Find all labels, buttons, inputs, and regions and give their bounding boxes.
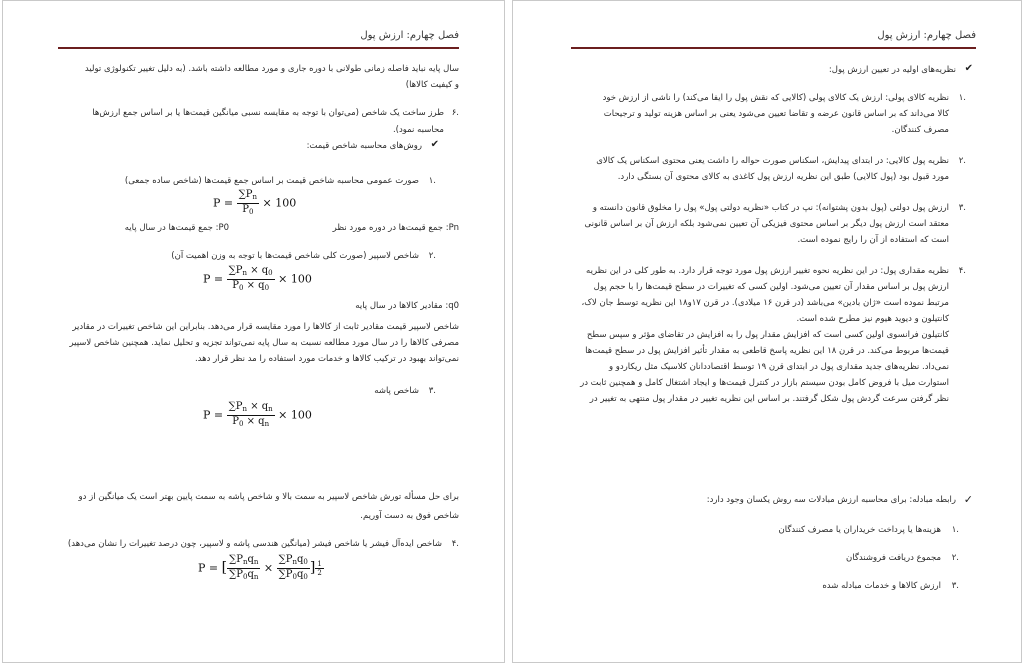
definition-pn [333, 223, 459, 234]
section-heading: نظریه‌های اولیه در تعیین ارزش پول: [828, 65, 956, 75]
formula-denominator: P [242, 204, 249, 215]
formula-numerator: ∑P [228, 401, 243, 412]
formula-fraction [237, 189, 259, 218]
formula-denominator: P [232, 416, 239, 427]
formula-lhs: P = [203, 272, 224, 286]
method-title: صورت عمومی محاسبه شاخص قیمت بر اساس جمع قیمت‌ها (شاخص ساده جمعی) [124, 176, 419, 186]
header-rule [58, 47, 459, 49]
list-item-line: مجموع دریافت فروشندگان [846, 553, 941, 563]
section-heading: روش‌های محاسبه شاخص قیمت: [306, 141, 422, 151]
list-item-line: ارزش پول بر اساس مقدار آن تعیین می‌شود. اولین کسی که تغییرات در سطح قیمت‌ها را با حجم پول [593, 282, 949, 292]
symbol-p0: P0: [215, 223, 229, 233]
left-page [2, 0, 505, 663]
formula-subscript: n [268, 405, 273, 413]
paragraph-line: نمی‌تواند بهبود در ترکیب کالاها و خدمات مورد استفاده را مد نظر قرار دهد. [194, 354, 459, 364]
formula-subscript: 0 [238, 420, 244, 428]
formula-multiplier: × 100 [262, 196, 297, 210]
list-item-line: ارزش کالاها و خدمات مبادله شده [822, 581, 941, 591]
paragraph-line: شاخص فوق به دست آوریم. [360, 511, 459, 521]
list-number: ۲. [951, 553, 959, 563]
formula-multiplier: × 100 [278, 272, 312, 286]
formula-subscript: n [242, 269, 248, 277]
list-item-line: کالا می‌داند که بر اساس قانون عرضه و تقاضا تعیین می‌شود یعنی بر اساس هزینه تولید و ترجیحات [603, 109, 949, 119]
formula-subscript: 0 [268, 269, 273, 277]
method-title: شاخص ایده‌آل فیشر یا شاخص فیشر (میانگین هندسی پاشه و لاسپیر، چون درصد تغییرات را نشان می‌دهد) [67, 539, 442, 549]
paasche-formula [203, 401, 312, 430]
method-title: شاخص پاشه [374, 386, 419, 396]
list-item-line: طرز ساخت یک شاخص (می‌توان با توجه به مقایسه نسبی میانگین قیمت‌ها یا بر اساس جمع ارزش‌ها [92, 108, 444, 118]
list-item-line: مورد قبول بود (پول کالایی) طبق این نظریه ارزش پول کاغذی به کالای محتوی آن بستگی دارد. [617, 172, 949, 182]
formula-subscript: 0 [238, 284, 244, 292]
list-item-line: مرتبط نموده است «ژان بادین» می‌باشد (در قرن ۱۶ میلادی). در قرن ۱۷و۱۸ این نظریه توسط جان لاک، [581, 298, 949, 308]
header-rule [571, 47, 976, 49]
checkmark-icon: ✔ [430, 139, 439, 150]
paragraph-line: سال پایه نباید فاصله زمانی طولانی با دوره جاری و مورد مطالعه داشته باشد. (به دلیل تغییر تکنولوژی تولید [84, 64, 459, 74]
list-number: ۳. [958, 203, 966, 213]
definition-text: جمع قیمت‌ها در سال پایه [124, 223, 213, 233]
list-number: ۳. [951, 581, 959, 591]
formula-term: × q [243, 416, 265, 427]
list-item-line: مصرف کنندگان. [891, 125, 949, 135]
formula-exponent [315, 560, 323, 577]
formula-multiplier: × 100 [278, 408, 312, 422]
list-item-line: معتقد است ارزش پول دیگر بر اساس محتوی فیزیکی آن تعیین نمی‌شود بلکه ارزش آن بر اساس قانونی [584, 219, 949, 229]
formula-subscript: n [252, 193, 258, 201]
list-item-line: کانتیلون فرانسوی اولین کسی است که افزایش مقدار پول را به افزایش در تقاضای مؤثر و سپس سطح [586, 330, 949, 340]
definition-text: جمع قیمت‌ها در دوره مورد نظر [332, 223, 444, 233]
formula-lhs: P = [203, 408, 224, 422]
simple-index-formula [213, 189, 296, 218]
formula-numerator: ∑P [228, 265, 243, 276]
list-item-line: ارزش پول دولتی (پول بدون پشتوانه): نپ در کتاب «نظریه دولتی پول» پول را مخلوق قانون دانسته و [592, 203, 949, 213]
list-item-line: قیمت‌ها مربوط می‌کند. در قرن ۱۸ این نظریه پاسخ قاطعی به مقدار تأثیر افزایش پول در سطح قیمت‌ها [585, 346, 949, 356]
list-item-line: نظر گرفتن سرعت گردش پول شکل گرفتند. بر اساس این نظریه تغییر در مقدار پول منتهی به تغییر در [589, 394, 949, 404]
list-number: ۴. [958, 266, 966, 276]
formula-fraction [227, 401, 275, 430]
list-number: ۱. [428, 176, 436, 186]
formula-lhs: P = [198, 561, 219, 575]
formula-denominator: P [232, 280, 239, 291]
list-item-line: است که استفاده از آن را رایج نموده است. [797, 235, 949, 245]
bullet-icon: ✓ [963, 493, 973, 506]
definition-q0 [355, 301, 459, 312]
paragraph-line: شاخص لاسپیر قیمت مقادیر ثابت از کالاها را مورد مقایسه قرار می‌دهد. بنابراین این شاخص تغییرات در مقادیر [72, 322, 459, 332]
list-number: ۲. [428, 251, 436, 261]
formula-subscript: n [264, 420, 270, 428]
list-number: ۱. [951, 525, 959, 535]
formula-subscript: n [242, 405, 248, 413]
left-page-header: فصل چهارم: ارزش پول [360, 30, 459, 41]
list-item-line: نظریه پول کالایی: در ابتدای پیدایش، اسکناس صورت حواله را داشت یعنی محتوی اسکناس یک کالای [596, 156, 949, 166]
formula-lhs: P = [213, 196, 234, 210]
right-page-header: فصل چهارم: ارزش پول [877, 30, 976, 41]
list-item-line: کانتیلون و دیوید هیوم نیز مطرح شده است. [796, 314, 949, 324]
list-number: ۴. [451, 539, 459, 549]
list-item-line: محاسبه نمود). [392, 125, 444, 135]
list-item-line: استوارت میل با فروض کامل بودن سیستم بازار در کنترل قیمت‌ها و ایجاد اشتغال کامل و همچنین ثابت در [580, 378, 949, 388]
list-number: ۱. [958, 93, 966, 103]
symbol-q0: q0: [445, 301, 459, 311]
formula-term: × q [243, 280, 265, 291]
paragraph-line: برای حل مسأله تورش شاخص لاسپیر به سمت بالا و شاخص پاشه به سمت پایین بهتر است یک میانگین از دو [78, 492, 459, 502]
formula-numerator: ∑P [238, 189, 253, 200]
list-number: ۶. [451, 108, 459, 118]
symbol-pn: Pn: [445, 223, 459, 233]
laspeyres-formula [203, 265, 312, 294]
formula-subscript: 0 [248, 208, 254, 216]
paragraph-line: مصرفی کالاها را در سال مورد مطالعه نسبت به سال پایه نمی‌تواند تجزیه و تحلیل نماید. همچنین شاخص لاسپیر [69, 338, 459, 348]
exponent-denominator: 2 [317, 569, 322, 577]
list-item-line: نمی‌داد. نظریه‌های جدید مقداری پول در ابتدای قرن ۱۹ توسط اقتصاددانان کلاسیک مثل ریکاردو و [608, 362, 949, 372]
list-number: ۲. [958, 156, 966, 166]
formula-subscript: 0 [264, 284, 270, 292]
formula-fraction [227, 265, 275, 294]
right-page [512, 0, 1022, 663]
definition-text: مقادیر کالاها در سال پایه [355, 301, 443, 311]
fisher-formula: P = [ $\frac{\sum P_nq_n}{\sum P_0q_n}$ × $\frac{\sum P_nq_0}{\sum P_0q_0}$ ] $\frac{1}{2}$ [198, 554, 322, 581]
exponent-numerator: 1 [317, 560, 322, 568]
list-item-line: نظریه مقداری پول: در این نظریه نحوه تغییر ارزش پول مورد توجه قرار دارد. به طور کلی در این نظریه [586, 266, 949, 276]
paragraph-line: و کیفیت کالاها) [405, 80, 459, 90]
section-heading: رابطه مبادله: برای محاسبه ارزش مبادلات سه روش یکسان وجود دارد: [706, 495, 956, 505]
definition-p0 [125, 223, 229, 234]
formula-term: × q [247, 265, 269, 276]
list-item-line: نظریه کالای پولی: ارزش یک کالای پولی (کالایی که نقش پول را ایفا می‌کند) را ناشی از ارزش خود [602, 93, 949, 103]
formula-term: × q [247, 401, 269, 412]
list-number: ۳. [428, 386, 436, 396]
checkmark-icon: ✔ [964, 63, 973, 74]
method-title: شاخص لاسپیر (صورت کلی شاخص قیمت‌ها با توجه به وزن اهمیت آن) [171, 251, 419, 261]
list-item-line: هزینه‌ها یا پرداخت خریداران یا مصرف کنندگان [778, 525, 941, 535]
